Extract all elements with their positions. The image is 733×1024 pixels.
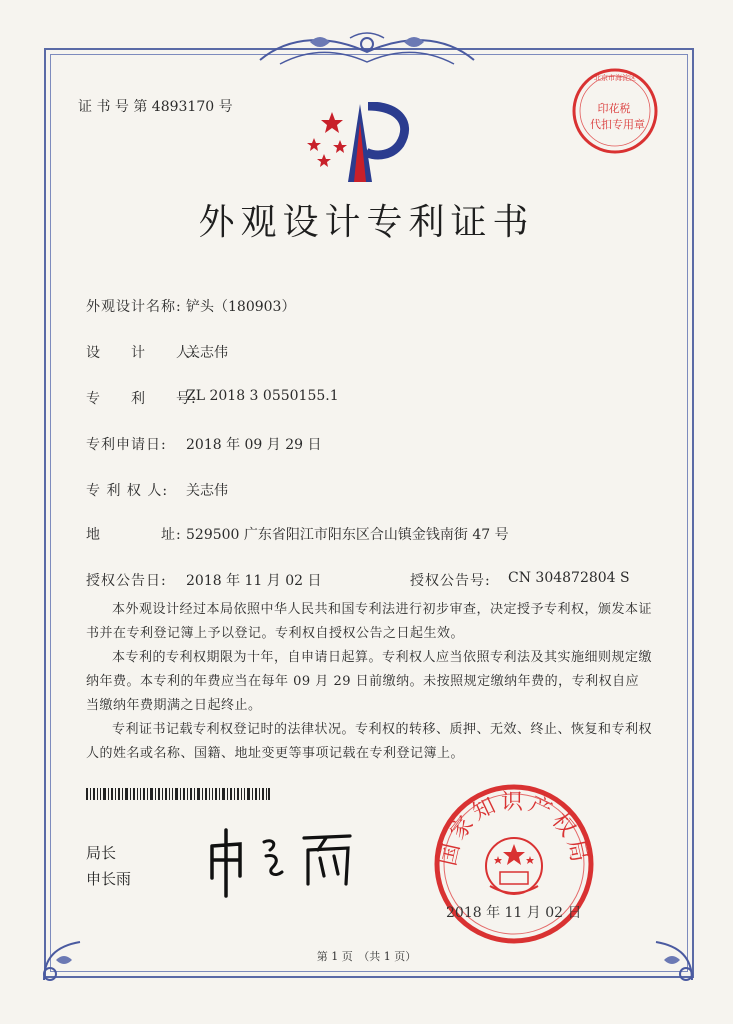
patentee-label: 专 利 权 人: <box>86 483 169 499</box>
svg-text:北京市海淀区: 北京市海淀区 <box>594 74 636 82</box>
grant-date-label: 授权公告日: <box>86 573 167 589</box>
filing-date-value: 2018 年 09 月 29 日 <box>186 437 322 453</box>
designer-label: 设 计 人: <box>86 345 197 361</box>
address-value: 529500 广东省阳江市阳东区合山镇金钱南街 47 号 <box>186 527 509 543</box>
patentee-value: 关志伟 <box>186 483 228 499</box>
grant-number-value: CN 304872804 S <box>508 570 630 586</box>
page-footer: 第 1 页 （共 1 页） <box>316 950 417 963</box>
tax-stamp-line-3: 代扣专用章 <box>590 118 645 131</box>
grant-number-label: 授权公告号: <box>410 573 491 589</box>
grant-date-value: 2018 年 11 月 02 日 <box>186 573 322 589</box>
tax-stamp-line-2: 印花税 <box>597 102 631 115</box>
director-title: 局长 <box>86 844 117 862</box>
barcode-icon <box>86 788 270 800</box>
paragraph-term-fees: 本专利的专利权期限为十年，自申请日起算。专利权人应当依照专利法及其实施细则规定缴纳年费。本专利的年费应当在每年 09 月 29 日前缴纳。未按照规定缴纳年费的，专利权自应当缴纳年费期满之日起终止。 <box>86 650 653 713</box>
director-name: 申长雨 <box>86 870 132 888</box>
design-name-value: 铲头（180903） <box>186 299 296 315</box>
certificate-number: 证 书 号 第 4893170 号 <box>78 99 233 115</box>
patent-number-value: ZL 2018 3 0550155.1 <box>186 388 339 404</box>
paragraph-legal-status: 专利证书记载专利权登记时的法律状况。专利权的转移、质押、无效、终止、恢复和专利权人的姓名或名称、国籍、地址变更等事项记载在专利登记簿上。 <box>86 722 653 761</box>
svg-text:国家知识产权局: 国家知识产权局 <box>436 789 592 869</box>
address-label: 地 址: <box>86 527 182 543</box>
certificate-title: 外观设计专利证书 <box>198 202 535 243</box>
seal-date: 2018 年 11 月 02 日 <box>446 905 582 921</box>
paragraph-grant-statement: 本外观设计经过本局依照中华人民共和国专利法进行初步审查，决定授予专利权，颁发本证书并在专利登记簿上予以登记。专利权自授权公告之日起生效。 <box>86 602 653 641</box>
designer-value: 关志伟 <box>186 345 228 361</box>
filing-date-label: 专利申请日: <box>86 437 167 453</box>
handwritten-signature <box>200 820 370 900</box>
top-ornament <box>250 30 484 74</box>
patent-number-label: 专 利 号: <box>86 391 197 407</box>
patent-office-logo-icon <box>300 102 420 188</box>
design-name-label: 外观设计名称: <box>86 299 182 315</box>
